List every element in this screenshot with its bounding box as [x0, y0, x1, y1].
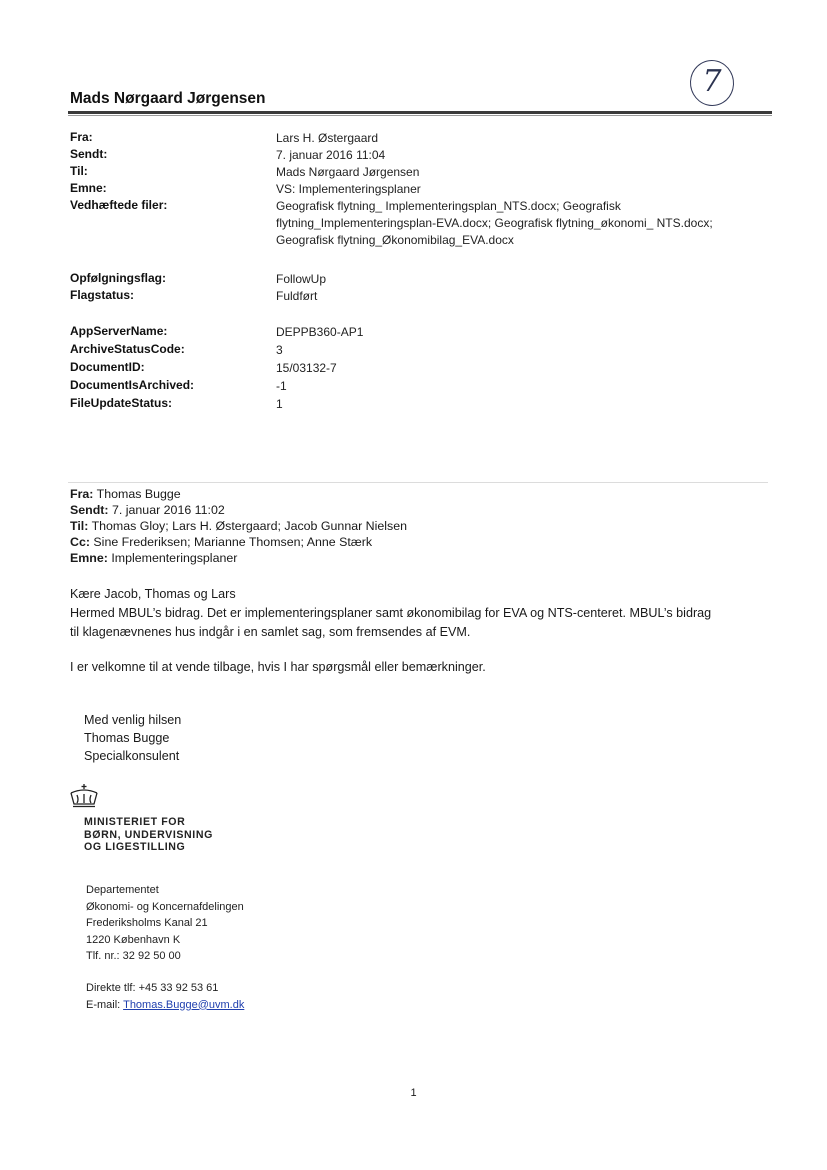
- ministry-line: OG LIGESTILLING: [84, 841, 186, 853]
- signature-title: Specialkonsulent: [84, 749, 180, 763]
- fwd-sent: Sendt: 7. januar 2016 11:02: [70, 503, 225, 517]
- meta-value: 7. januar 2016 11:04: [276, 148, 386, 162]
- meta-value: FollowUp: [276, 272, 327, 286]
- meta-label: ArchiveStatusCode:: [70, 342, 185, 356]
- attachment-line: Geografisk flytning_Økonomibilag_EVA.docx: [276, 233, 514, 247]
- handwritten-number: 7: [702, 64, 722, 99]
- fwd-cc: Cc: Sine Frederiksen; Marianne Thomsen; Anne Stærk: [70, 535, 373, 549]
- email-label: E-mail:: [86, 998, 124, 1011]
- meta-label: Flagstatus:: [70, 288, 135, 302]
- meta-label: Opfølgningsflag:: [70, 271, 166, 285]
- meta-label: DocumentID:: [70, 360, 145, 374]
- address-phone: Tlf. nr.: 32 92 50 00: [86, 950, 181, 962]
- signature-name: Thomas Bugge: [84, 731, 170, 745]
- fwd-from: Fra: Thomas Bugge: [70, 487, 181, 501]
- meta-label: Fra:: [70, 130, 93, 144]
- message-greeting: Kære Jacob, Thomas og Lars: [70, 587, 236, 601]
- meta-value: -1: [276, 379, 287, 393]
- fwd-subject: Emne: Implementeringsplaner: [70, 551, 238, 565]
- meta-label: Til:: [70, 164, 88, 178]
- email-row: [86, 997, 244, 1014]
- meta-label: AppServerName:: [70, 324, 168, 338]
- attachment-line: flytning_Implementeringsplan-EVA.docx; Geografisk flytning_økonomi_ NTS.docx;: [276, 216, 713, 230]
- message-paragraph-line: til klagenævnenes hus indgår i en samlet sag, som fremsendes af EVM.: [70, 625, 471, 639]
- forward-separator: [68, 482, 768, 483]
- meta-value: Mads Nørgaard Jørgensen: [276, 165, 420, 179]
- meta-value: Fuldført: [276, 289, 318, 303]
- address-street: Frederiksholms Kanal 21: [86, 917, 208, 929]
- ministry-line: MINISTERIET FOR: [84, 816, 186, 828]
- header-divider-thin: [68, 115, 772, 116]
- meta-value: VS: Implementeringsplaner: [276, 182, 421, 196]
- meta-value: 3: [276, 343, 283, 357]
- message-paragraph: I er velkomne til at vende tilbage, hvis I har spørgsmål eller bemærkninger.: [70, 660, 486, 674]
- meta-value: 1: [276, 397, 283, 411]
- meta-value: DEPPB360-AP1: [276, 325, 364, 339]
- meta-value: Lars H. Østergaard: [276, 131, 379, 145]
- address-city: 1220 København K: [86, 933, 181, 946]
- direct-phone: Direkte tlf: +45 33 92 53 61: [86, 982, 219, 994]
- message-paragraph-line: Hermed MBUL’s bidrag. Det er implementeringsplaner samt økonomibilag for EVA og NTS-centeret. MBUL’s bidrag: [70, 606, 712, 620]
- email-link[interactable]: Thomas.Bugge@uvm.dk: [123, 998, 245, 1011]
- attachment-line: Geografisk flytning_ Implementeringsplan_NTS.docx; Geografisk: [276, 199, 621, 213]
- meta-label: Vedhæftede filer:: [70, 198, 168, 212]
- fwd-to: Til: Thomas Gloy; Lars H. Østergaard; Jacob Gunnar Nielsen: [70, 519, 407, 533]
- ministry-line: BØRN, UNDERVISNING: [84, 828, 213, 841]
- meta-value: 15/03132-7: [276, 361, 337, 375]
- address-division: Økonomi- og Koncernafdelingen: [86, 900, 244, 913]
- meta-label: Sendt:: [70, 147, 108, 161]
- handwritten-page-mark: [690, 60, 738, 108]
- page-number: 1: [410, 1087, 417, 1099]
- meta-label: DocumentIsArchived:: [70, 378, 195, 392]
- signature-closing: Med venlig hilsen: [84, 713, 182, 727]
- crown-logo-icon: [68, 783, 100, 809]
- recipient-name-title: Mads Nørgaard Jørgensen: [70, 90, 266, 107]
- meta-label: Emne:: [70, 181, 107, 195]
- contact-block: [86, 980, 244, 1013]
- ministry-logo-text: [84, 816, 213, 854]
- meta-label: FileUpdateStatus:: [70, 396, 173, 410]
- address-block: [86, 882, 244, 965]
- header-divider: [68, 111, 772, 114]
- address-department: Departementet: [86, 884, 159, 896]
